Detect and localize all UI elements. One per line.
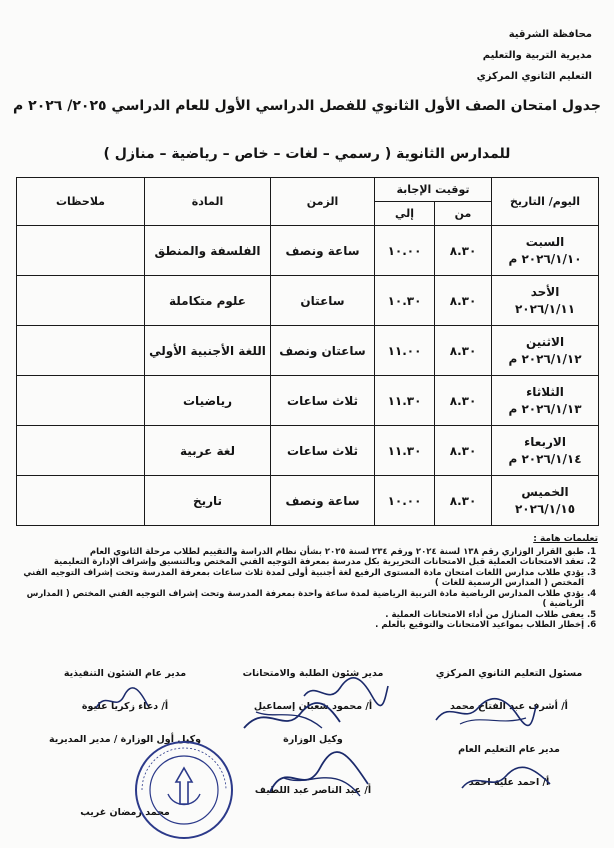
signatory-name: محمد رمضان غريب xyxy=(80,807,170,818)
exam-date: ٢٠٢٦/١/١٣ م xyxy=(508,401,582,416)
instructions-title: تعليمات هامة : xyxy=(533,534,598,544)
governorate-line: محافظة الشرقية xyxy=(508,29,592,40)
day-name: السبت xyxy=(525,234,565,249)
end-time: ١١.٣٠ xyxy=(375,376,435,426)
header-subject: المادة xyxy=(145,178,271,226)
start-time: ٨.٣٠ xyxy=(435,326,492,376)
duration: ثلاث ساعات xyxy=(271,426,375,476)
handwritten-signature xyxy=(430,694,540,730)
notes-cell xyxy=(17,426,145,476)
issuing-authority xyxy=(477,24,592,87)
duration: ساعة ونصف xyxy=(271,226,375,276)
signatory-title: وكيل أول الوزارة / مدير المديرية xyxy=(48,734,202,745)
subject: الفلسفة والمنطق xyxy=(145,226,271,276)
handwritten-signature xyxy=(236,698,346,738)
signatory-title: مدير عام التعليم العام xyxy=(458,744,560,755)
instruction-item: 3. يؤدي طلاب مدارس اللغات امتحان مادة المستوى الرفيع لغة أجنبية أولى لمدة ثلاث ساعات بمعرفة المدرسة وتحت إشراف التوجيه الفني المختص ( المدارس الرسمية للغات ) xyxy=(8,568,584,589)
day-name: الاثنين xyxy=(525,334,565,349)
instruction-item: 1. طبق القرار الوزاري رقم ١٣٨ لسنة ٢٠٢٤ ورقم ٢٣٤ لسنة ٢٠٢٥ بشأن نظام الدراسة والتقييم لطلاب مرحلة الثانوي العام xyxy=(8,547,584,558)
header-answer-time: توقيت الإجابة xyxy=(375,178,492,202)
notes-cell xyxy=(17,226,145,276)
end-time: ١١.٣٠ xyxy=(375,426,435,476)
page-subtitle: للمدارس الثانوية ( رسمي – لغات – خاص – رياضية – منازل ) xyxy=(103,146,511,162)
official-seal-icon xyxy=(132,738,236,842)
day-date-cell xyxy=(492,326,599,376)
day-name: الخميس xyxy=(521,484,569,499)
day-name: الأحد xyxy=(530,284,560,299)
day-date-cell xyxy=(492,226,599,276)
signatory-title: وكيل الوزارة xyxy=(283,734,343,745)
instruction-item: 5. يعفى طلاب المنازل من أداء الامتحانات العملية . xyxy=(8,610,584,621)
instruction-item: 6. إخطار الطلاب بمواعيد الامتحانات والتوقيع بالعلم . xyxy=(8,620,584,631)
duration: ساعتان ونصف xyxy=(271,326,375,376)
header-duration: الزمن xyxy=(271,178,375,226)
exam-schedule-table xyxy=(16,177,599,526)
signatory-title: مدير عام الشئون التنفيذية xyxy=(63,668,187,679)
table-row xyxy=(17,476,599,526)
department-line: التعليم الثانوي المركزي xyxy=(476,71,592,82)
signatory-name: أ/ أشرف عبد الفتاح محمد xyxy=(450,701,568,712)
table-row xyxy=(17,426,599,476)
instruction-item: 2. تعقد الامتحانات العملية قبل الامتحانات التحريرية بكل مدرسة بمعرفة التوجيه الفني المختص وبالتنسيق وإشراف الإدارة التعليمية xyxy=(8,557,584,568)
day-date-cell xyxy=(492,376,599,426)
exam-date: ٢٠٢٦/١/١٤ م xyxy=(508,451,582,466)
exam-date: ٢٠٢٦/١/١٠ م xyxy=(508,251,582,266)
table-row xyxy=(17,326,599,376)
end-time: ١١.٠٠ xyxy=(375,326,435,376)
table-row xyxy=(17,276,599,326)
start-time: ٨.٣٠ xyxy=(435,276,492,326)
duration: ساعة ونصف xyxy=(271,476,375,526)
page-title: جدول امتحان الصف الأول الثانوي للفصل الدراسي الأول للعام الدراسي ٢٠٢٥/ ٢٠٢٦ م xyxy=(13,98,601,114)
duration: ثلاث ساعات xyxy=(271,376,375,426)
start-time: ٨.٣٠ xyxy=(435,226,492,276)
header-notes: ملاحظات xyxy=(17,178,145,226)
important-instructions xyxy=(8,534,598,631)
day-name: الاربعاء xyxy=(524,434,566,449)
subject: علوم متكاملة xyxy=(145,276,271,326)
day-date-cell xyxy=(492,276,599,326)
subject: لغة عربية xyxy=(145,426,271,476)
exam-date: ٢٠٢٦/١/١١ xyxy=(514,301,576,316)
notes-cell xyxy=(17,326,145,376)
signatory-title: مسئول التعليم الثانوي المركزي xyxy=(435,668,583,679)
header-day-date: اليوم/ التاريخ xyxy=(492,178,599,226)
day-name: الثلاثاء xyxy=(526,384,564,399)
table-row xyxy=(17,376,599,426)
notes-cell xyxy=(17,276,145,326)
notes-cell xyxy=(17,376,145,426)
subject: اللغة الأجنبية الأولي xyxy=(145,326,271,376)
signatory-name: أ/ عبد الناصر عبد اللطيف xyxy=(254,785,372,796)
signatory-name: أ/ احمد علية احمد xyxy=(468,777,550,788)
instruction-item: 4. يؤدي طلاب المدارس الرياضية مادة التربية الرياضية لمدة ساعة واحدة بمعرفة المدرسة وتحت إشراف التوجيه الفني المختص ( المدارس الرياضية ) xyxy=(8,589,584,610)
day-date-cell xyxy=(492,476,599,526)
notes-cell xyxy=(17,476,145,526)
handwritten-signature xyxy=(264,748,374,804)
exam-date: ٢٠٢٦/١/١٥ xyxy=(514,501,576,516)
handwritten-signature xyxy=(92,686,152,716)
start-time: ٨.٣٠ xyxy=(435,376,492,426)
header-to: إلي xyxy=(375,202,435,226)
signatory-name: أ/ محمود شعبان إسماعيل xyxy=(253,701,373,712)
header-from: من xyxy=(435,202,492,226)
directorate-line: مديرية التربية والتعليم xyxy=(482,50,592,61)
signatory-title: مدير شئون الطلبة والامتحانات xyxy=(242,668,384,679)
subject: تاريخ xyxy=(145,476,271,526)
subject: رياضيات xyxy=(145,376,271,426)
day-date-cell xyxy=(492,426,599,476)
table-row xyxy=(17,226,599,276)
end-time: ١٠.٣٠ xyxy=(375,276,435,326)
exam-date: ٢٠٢٦/١/١٢ م xyxy=(508,351,582,366)
start-time: ٨.٣٠ xyxy=(435,426,492,476)
handwritten-signature xyxy=(456,764,556,798)
duration: ساعتان xyxy=(271,276,375,326)
end-time: ١٠.٠٠ xyxy=(375,476,435,526)
start-time: ٨.٣٠ xyxy=(435,476,492,526)
signatory-name: أ/ دعاء زكريا عليوة xyxy=(81,701,169,712)
end-time: ١٠.٠٠ xyxy=(375,226,435,276)
